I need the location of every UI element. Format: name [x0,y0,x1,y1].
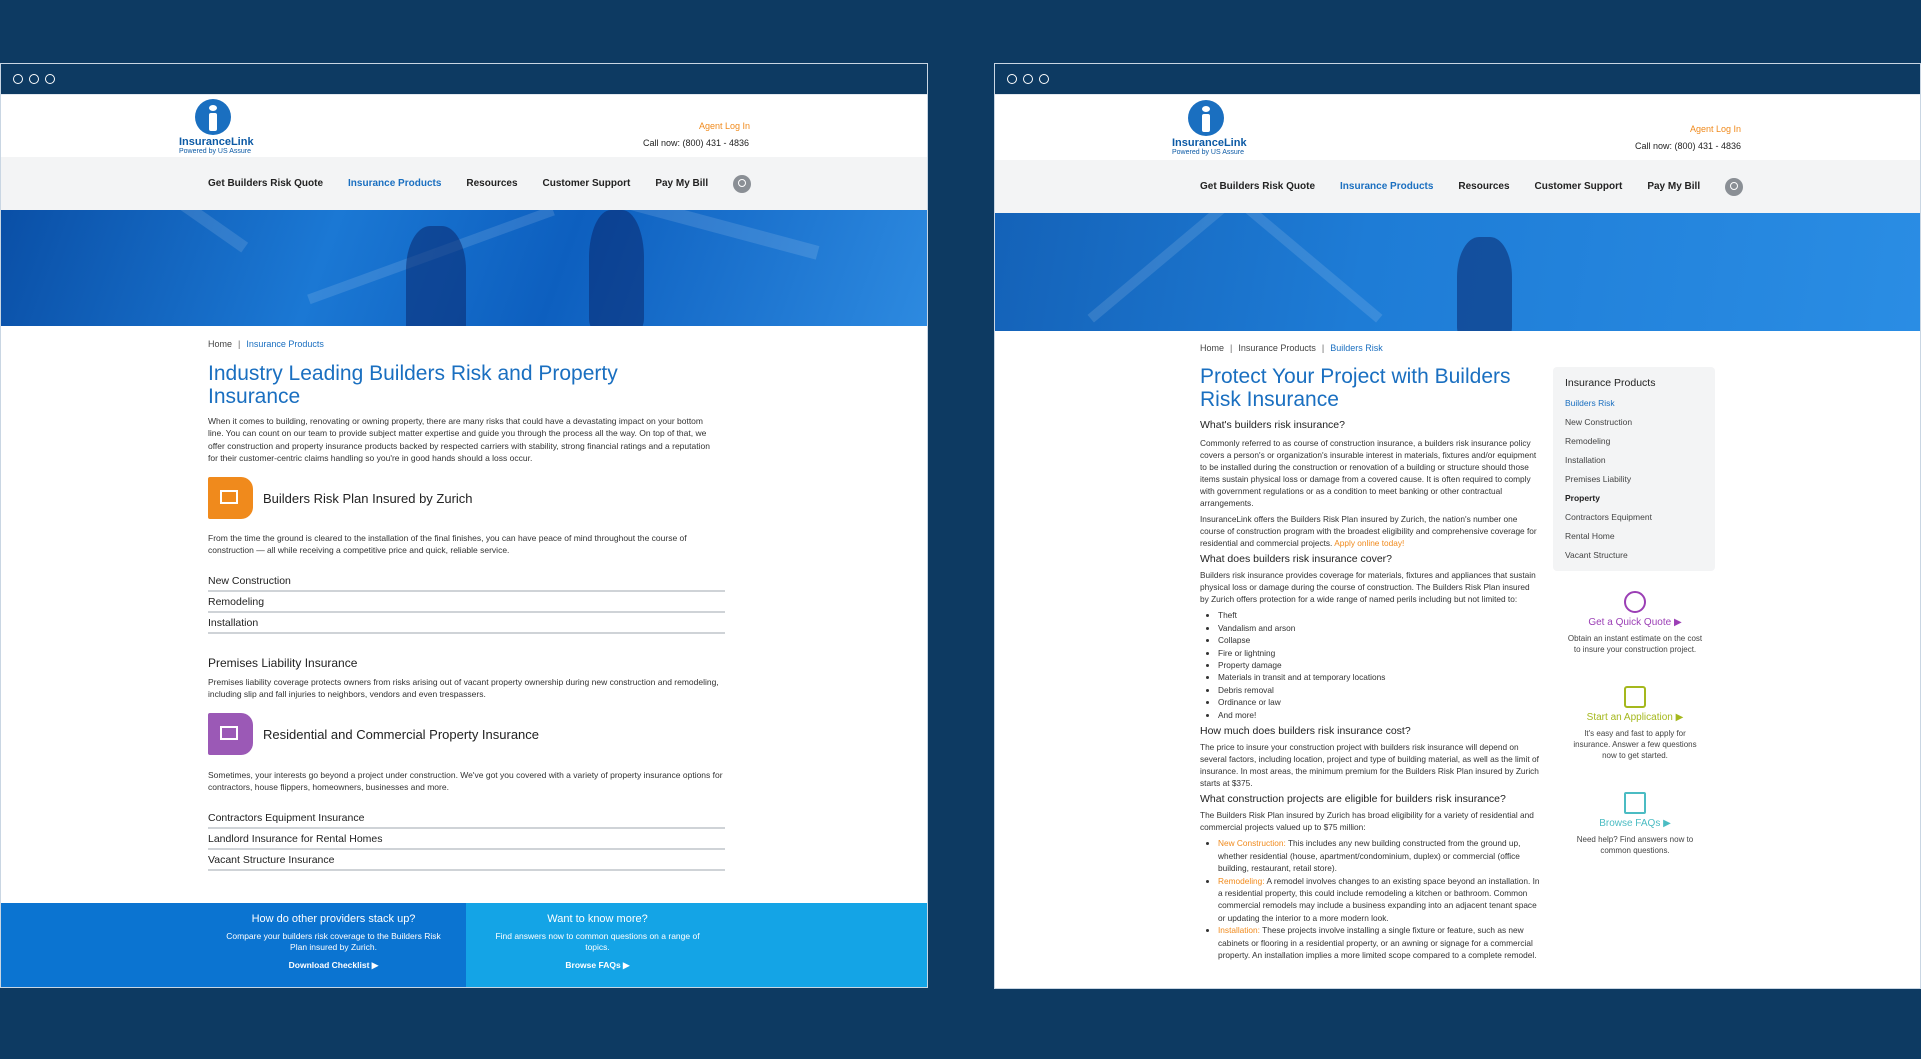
perils-list [1200,609,1540,721]
logo-icon [1188,100,1224,136]
download-checklist-link[interactable]: Download Checklist ▶ [288,959,379,970]
window-control-dot[interactable] [45,74,55,84]
browser-window-right [994,63,1921,989]
breadcrumb-home[interactable]: Home [208,339,233,349]
nav-insurance-products[interactable]: Insurance Products [1340,181,1434,192]
browser-window-left [0,63,928,988]
nav-insurance-products[interactable]: Insurance Products [348,178,442,189]
article-paragraph: Commonly referred to as course of construction insurance, a builders risk insurance policy covers a person's or organization's insurable interest in materials, fixtures and/or equipment to be installed during the construction or renovation of a building or structure should those items sustain physical loss or damage from a covered cause. It is often required to comply with government regulations or as a condition to meet banking or other contractual arrangements. [1200,438,1537,509]
section-title: Premises Liability Insurance [208,656,358,670]
agent-login-link[interactable]: Agent Log In [699,121,751,131]
list-item: • Debris removal [1218,684,1540,696]
window-control-dot[interactable] [1023,74,1033,84]
page-title: Industry Leading Builders Risk and Property Insurance [208,362,618,409]
link-vacant-structure[interactable]: Vacant Structure Insurance [208,850,725,871]
link-remodeling[interactable]: Remodeling [208,592,725,613]
browse-faqs-link[interactable]: Browse FAQs ▶ [1599,818,1671,829]
list-item: • Materials in transit and at temporary locations [1218,671,1540,683]
link-installation[interactable]: Installation [208,613,725,634]
nav-pay-bill[interactable]: Pay My Bill [655,178,709,189]
list-item: • New Construction: This includes any new building constructed from the ground up, whether residential (house, apartment/condominium, duplex) or commercial (office building, restaurant, retail store). [1218,837,1540,874]
call-now-text: Call now: (800) 431 - 4836 [1635,141,1742,151]
sidebar-item-builders-risk[interactable]: Builders Risk [1565,398,1615,408]
window-control-dot[interactable] [1007,74,1017,84]
nav-get-quote[interactable]: Get Builders Risk Quote [208,178,324,189]
footer-faq-title: Want to know more? [547,913,648,925]
breadcrumb: Home | Insurance Products [208,339,324,349]
browse-faqs-link[interactable]: Browse FAQs ▶ [565,959,630,970]
page-title: Protect Your Project with Builders Risk Insurance [1200,365,1511,412]
footer-compare [1,903,466,987]
site-header [1,95,927,157]
logo-name: InsuranceLink [1172,137,1247,149]
footer-cta-band [1,903,928,987]
section-text: Sometimes, your interests go beyond a project under construction. We've got you covered with a variety of property insurance options for contractors, house flippers, homeowners, businesses and more. [208,770,723,793]
breadcrumb-insurance-products[interactable]: Insurance Products [1238,343,1316,353]
nav-resources[interactable]: Resources [1458,181,1510,192]
window-titlebar [1,64,927,95]
cta-description: Need help? Find answers now to common questions. [1576,835,1694,855]
question-heading: What's builders risk insurance? [1200,419,1345,431]
agent-login-link[interactable]: Agent Log In [1690,124,1742,134]
footer-compare-title: How do other providers stack up? [251,913,416,925]
window-control-dot[interactable] [13,74,23,84]
dollar-icon [1624,591,1646,613]
search-icon[interactable] [1725,178,1743,196]
question-heading: What construction projects are eligible for builders risk insurance? [1200,793,1506,806]
list-item: • Remodeling: A remodel involves changes to an existing space beyond an installation. In a residential property, this could include remodeling a kitchen or bathroom. Common commercial remodels may include a business expanding into an adjacent tenant space or updating the interior to a more modern look. [1218,875,1540,925]
question-heading: How much does builders risk insurance cost? [1200,725,1411,738]
link-landlord-insurance[interactable]: Landlord Insurance for Rental Homes [208,829,725,850]
window-titlebar [995,64,1920,95]
edit-icon [1624,686,1646,708]
sidebar-item-contractors-equipment[interactable]: Contractors Equipment [1565,512,1652,522]
nav-customer-support[interactable]: Customer Support [542,178,631,189]
site-logo[interactable] [1172,100,1247,156]
logo-name: InsuranceLink [179,136,254,148]
breadcrumb-home[interactable]: Home [1200,343,1225,353]
products-sidebar [1553,367,1715,571]
question-heading: What does builders risk insurance cover? [1200,553,1393,566]
cta-start-application [1565,686,1705,761]
main-nav [995,160,1920,213]
list-item: • Theft [1218,609,1540,621]
builders-risk-links [208,571,725,634]
call-now-text: Call now: (800) 431 - 4836 [643,138,750,148]
sidebar-item-rental-home[interactable]: Rental Home [1565,531,1615,541]
sidebar-item-property[interactable]: Property [1565,493,1600,503]
footer-faq [466,903,928,987]
apply-online-link[interactable]: Apply online today! [1334,538,1405,549]
sidebar-item-remodeling[interactable]: Remodeling [1565,436,1611,446]
section-title: Builders Risk Plan Insured by Zurich [263,490,473,506]
article-paragraph: The Builders Risk Plan insured by Zurich has broad eligibility for a variety of residential and commercial projects valued up to $75 million: [1200,810,1534,833]
nav-resources[interactable]: Resources [466,178,518,189]
logo-subtitle: Powered by US Assure [179,148,251,155]
footer-compare-desc: Compare your builders risk coverage to the Builders Risk Plan insured by Zurich. [226,931,441,953]
breadcrumb-current[interactable]: Insurance Products [246,339,324,349]
list-item: • Vandalism and arson [1218,622,1540,634]
section-builders-risk-header [208,477,473,519]
site-header [995,95,1920,160]
breadcrumb: Home | Insurance Products | Builders Risk [1200,343,1383,353]
section-title: Residential and Commercial Property Insurance [263,726,540,742]
list-item: • Collapse [1218,634,1540,646]
section-text: From the time the ground is cleared to the installation of the final finishes, you can have peace of mind throughout the course of construction — all while receiving a competitive price and quick, reliable service. [208,533,687,556]
sidebar-item-installation[interactable]: Installation [1565,455,1606,465]
nav-customer-support[interactable]: Customer Support [1534,181,1623,192]
list-item: • Fire or lightning [1218,647,1540,659]
hero-banner [1,210,927,326]
cta-browse-faqs [1565,792,1705,857]
section-text: Premises liability coverage protects owners from risks arising out of vacant property ownership during new construction and remodeling, including slip and fall injuries to neighbors, vendors and even trespassers. [208,677,719,700]
sidebar-item-new-construction[interactable]: New Construction [1565,417,1633,427]
sidebar-title: Insurance Products [1565,377,1656,389]
bricks-icon [208,477,253,519]
window-control-dot[interactable] [1039,74,1049,84]
eligible-projects-list [1200,837,1540,961]
quick-quote-link[interactable]: Get a Quick Quote ▶ [1588,617,1682,628]
list-item: • Installation: These projects involve installing a single fixture or feature, such as new cabinets or flooring in a residential property, or an awning or signage for a commercial property. An installation implies a more limited scope compared to a complete remodel. [1218,924,1540,961]
footer-faq-desc: Find answers now to common questions on a range of topics. [495,931,700,953]
hero-banner [995,213,1920,331]
property-links [208,808,725,871]
site-logo[interactable] [179,99,254,155]
breadcrumb-current[interactable]: Builders Risk [1330,343,1383,353]
cta-quick-quote [1565,591,1705,656]
article-paragraph: InsuranceLink offers the Builders Risk Plan insured by Zurich, the nation's number one course of construction program with the broadest eligibility and comprehensive coverage for residential and commercial projects. Apply online today! [1200,514,1537,549]
list-item: • Property damage [1218,659,1540,671]
window-control-dot[interactable] [29,74,39,84]
nav-get-quote[interactable]: Get Builders Risk Quote [1200,181,1316,192]
building-icon [208,713,253,755]
link-contractors-equipment[interactable]: Contractors Equipment Insurance [208,808,725,829]
list-item: • Ordinance or law [1218,696,1540,708]
logo-icon [195,99,231,135]
list-item: • And more! [1218,709,1540,721]
sidebar-item-premises-liability[interactable]: Premises Liability [1565,474,1632,484]
logo-subtitle: Powered by US Assure [1172,149,1244,156]
start-application-link[interactable]: Start an Application ▶ [1586,712,1684,723]
section-property-header [208,713,539,755]
article-paragraph: The price to insure your construction project with builders risk insurance will depend on several factors, including location, project and type of building material, as well as the limit of insurance. In most areas, the minimum premium for the Builders Risk Plan insured by Zurich starts at $375. [1200,742,1539,789]
sidebar-item-vacant-structure[interactable]: Vacant Structure [1565,550,1628,560]
intro-text: When it comes to building, renovating or owning property, there are many risks that could have a devastating impact on your bottom line. You can count on our team to provide subject matter expertise and guide you through the process all the way. On top of that, we offer construction and property insurance products backed by respected carriers with stability, strong financial ratings and a reputation for their customer-centric claims handling so you're in good hands should a loss occur. [208,416,710,463]
article-paragraph: Builders risk insurance provides coverage for materials, fixtures and appliances that sustain physical loss or damage during the course of construction. The Builders Risk Plan insured by Zurich offers protection for a wide range of named perils including but not limited to: [1200,570,1536,605]
link-new-construction[interactable]: New Construction [208,571,725,592]
cta-description: Obtain an instant estimate on the cost to insure your construction project. [1567,634,1703,654]
article-body [1200,419,1540,962]
main-nav [1,157,927,210]
cta-description: It's easy and fast to apply for insurance. Answer a few questions now to get started. [1573,729,1697,760]
search-icon[interactable] [733,175,751,193]
book-icon [1624,792,1646,814]
nav-pay-bill[interactable]: Pay My Bill [1647,181,1701,192]
